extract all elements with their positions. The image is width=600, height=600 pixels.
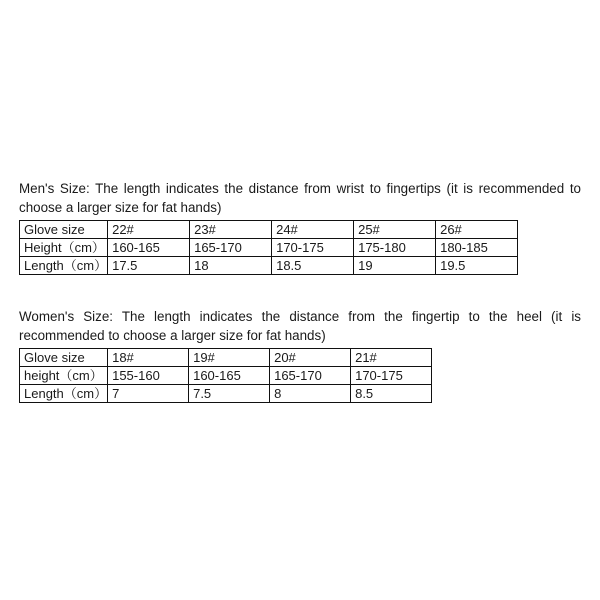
table-row	[20, 221, 518, 239]
table-cell: Glove size	[20, 349, 108, 367]
table-cell: 170-175	[351, 367, 432, 385]
table-cell: 18#	[108, 349, 189, 367]
table-cell: 160-165	[108, 239, 190, 257]
table-cell: 165-170	[190, 239, 272, 257]
table-cell: Height（cm）	[20, 239, 108, 257]
table-cell: 160-165	[189, 367, 270, 385]
table-cell: 155-160	[108, 367, 189, 385]
table-cell: Length（cm）	[20, 385, 108, 403]
table-cell: 170-175	[272, 239, 354, 257]
table-cell: 19	[354, 257, 436, 275]
table-row	[20, 367, 432, 385]
table-cell: 175-180	[354, 239, 436, 257]
womens-size-table	[19, 348, 432, 403]
table-cell: 165-170	[270, 367, 351, 385]
table-cell: 24#	[272, 221, 354, 239]
table-cell: 7	[108, 385, 189, 403]
mens-size-section	[19, 179, 581, 275]
table-row	[20, 257, 518, 275]
table-cell: 180-185	[436, 239, 518, 257]
mens-size-description: Men's Size: The length indicates the distance from wrist to fingertips (it is recommended to choose a larger size for fat hands)	[19, 181, 581, 215]
table-row	[20, 385, 432, 403]
table-cell: 17.5	[108, 257, 190, 275]
table-cell: 26#	[436, 221, 518, 239]
table-cell: Length（cm）	[20, 257, 108, 275]
table-cell: 8.5	[351, 385, 432, 403]
table-cell: 19#	[189, 349, 270, 367]
table-cell: 8	[270, 385, 351, 403]
table-cell: 21#	[351, 349, 432, 367]
table-cell: 19.5	[436, 257, 518, 275]
table-row	[20, 349, 432, 367]
table-cell: 22#	[108, 221, 190, 239]
table-cell: 18.5	[272, 257, 354, 275]
table-cell: 18	[190, 257, 272, 275]
table-cell: 25#	[354, 221, 436, 239]
table-row	[20, 239, 518, 257]
womens-size-description: Women's Size: The length indicates the distance from the fingertip to the heel (it is recommended to choose a larger size for fat hands)	[19, 309, 581, 343]
table-cell: height（cm）	[20, 367, 108, 385]
table-cell: 23#	[190, 221, 272, 239]
mens-size-table	[19, 220, 518, 275]
table-cell: Glove size	[20, 221, 108, 239]
womens-size-section	[19, 307, 581, 403]
table-cell: 20#	[270, 349, 351, 367]
table-cell: 7.5	[189, 385, 270, 403]
